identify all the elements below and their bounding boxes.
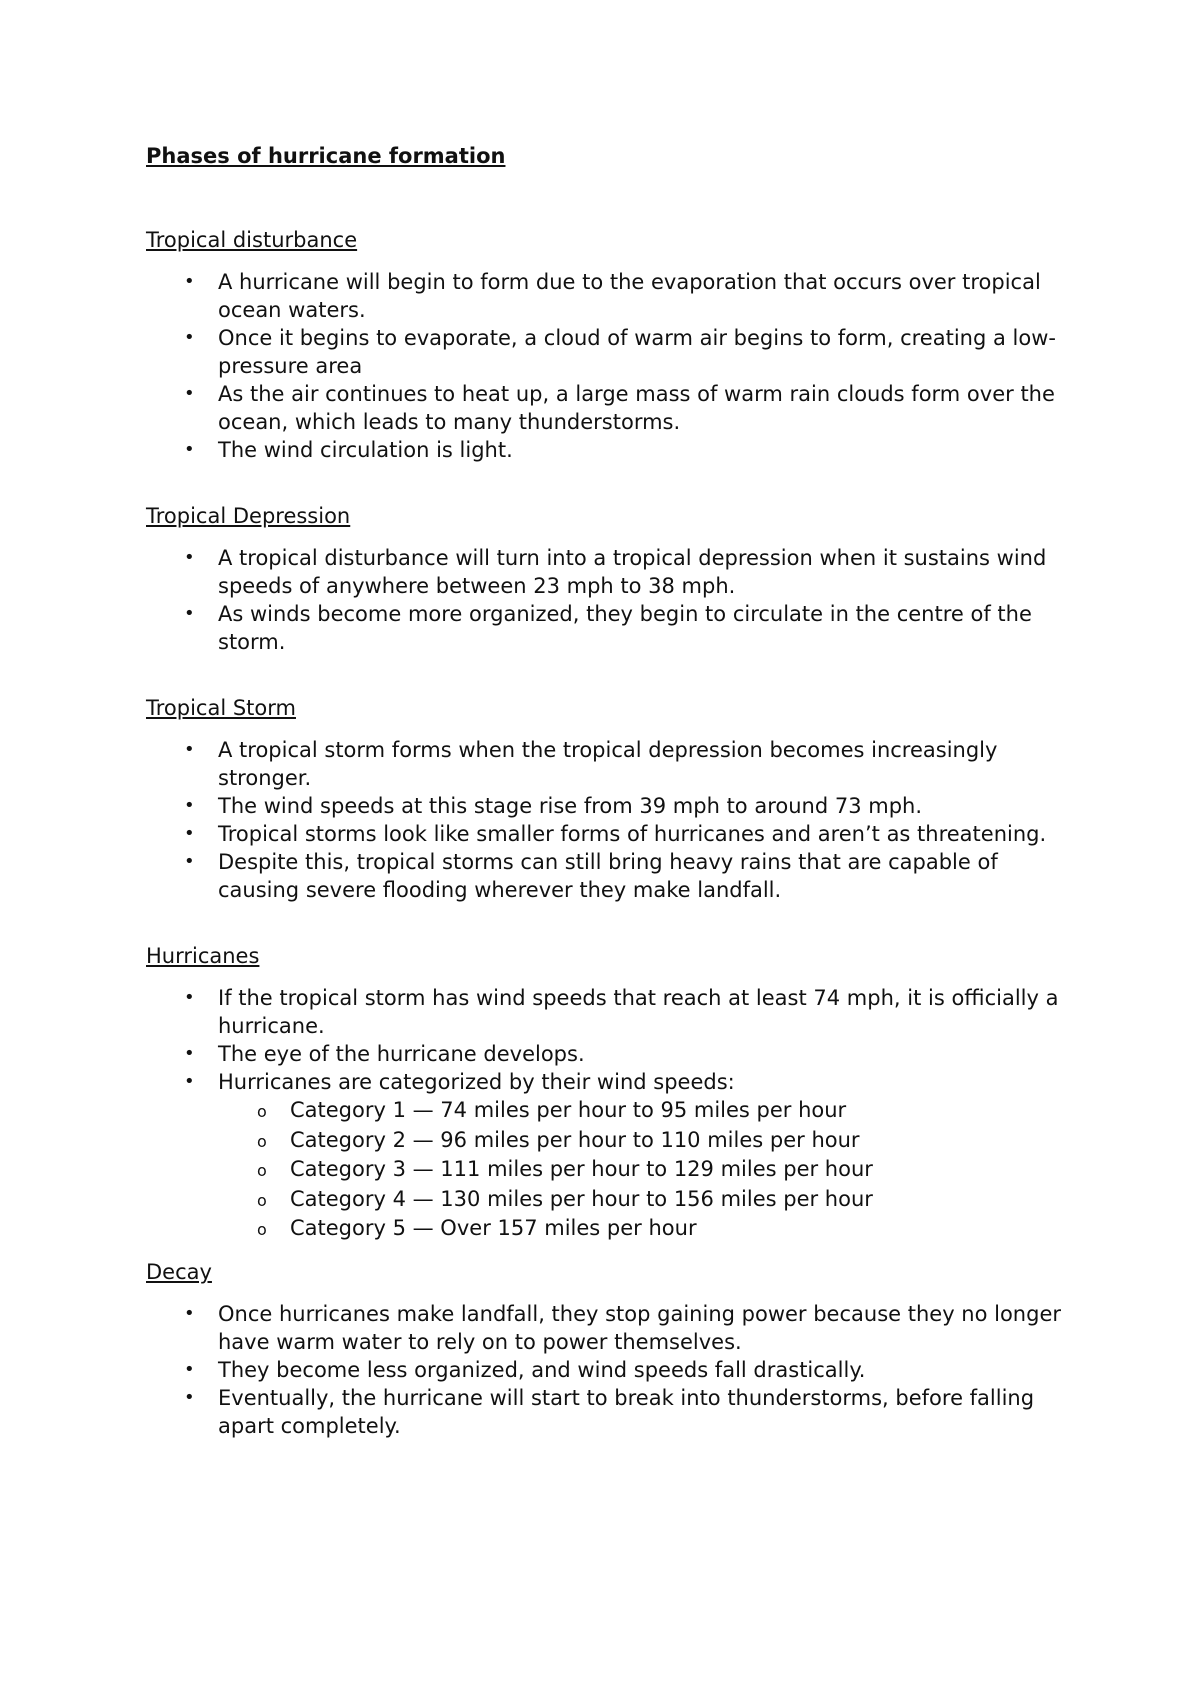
list-item: • Eventually, the hurricane will start to break into thunderstorms, before falling apart completely. (184, 1385, 1035, 1438)
bullet-icon: • (184, 547, 195, 568)
circle-bullet-icon: o (257, 1190, 267, 1210)
circle-bullet-icon: o (257, 1161, 267, 1181)
section-heading: Tropical Depression (146, 504, 351, 528)
list-item: • The wind speeds at this stage rise from 39 mph to around 73 mph. (184, 794, 923, 818)
section-heading: Decay (146, 1259, 212, 1284)
document-page (146, 142, 1076, 1478)
list-item: • Hurricanes are categorized by their wind speeds: o Category 1 — 74 miles per hour to 95 miles per hour o Category 2 — 96 miles per hour to 110 miles per hour o Category 3 — 111 miles per hour to 129 miles per hour o Category 4 — 130 miles per hour to 156 miles per hour o Category 5 — Over 157 miles per hour (146, 1068, 1076, 1244)
bullet-icon: • (184, 1071, 195, 1092)
list-item: • A hurricane will begin to form due to the evaporation that occurs over tropical ocean waters. (184, 270, 1041, 322)
bullet-icon: • (184, 271, 195, 292)
category-item: o Category 2 — 96 miles per hour to 110 miles per hour (218, 1126, 1076, 1156)
category-item: o Category 5 — Over 157 miles per hour (218, 1214, 1076, 1244)
bullet-icon: • (184, 439, 195, 460)
list-item: • Despite this, tropical storms can still bring heavy rains that are capable of causing severe flooding wherever they make landfall. (184, 850, 998, 902)
section-tropical-storm (146, 694, 1076, 904)
section-tropical-disturbance (146, 226, 1076, 464)
bullet-list (146, 544, 1076, 656)
list-item: • Tropical storms look like smaller forms of hurricanes and aren’t as threatening. (184, 822, 1047, 846)
bullet-icon: • (184, 795, 195, 816)
bullet-list (146, 268, 1076, 464)
bullet-icon: • (184, 1386, 195, 1408)
category-item: o Category 1 — 74 miles per hour to 95 miles per hour (218, 1096, 1076, 1126)
list-item: • As the air continues to heat up, a large mass of warm rain clouds form over the ocean, which leads to many thunderstorms. (184, 382, 1055, 434)
list-item: • The wind circulation is light. (184, 438, 513, 462)
bullet-list (146, 984, 1076, 1244)
bullet-icon: • (184, 383, 195, 404)
bullet-icon: • (184, 851, 195, 872)
section-heading: Hurricanes (146, 944, 260, 968)
list-item: • A tropical disturbance will turn into a tropical depression when it sustains wind speeds of anywhere between 23 mph to 38 mph. (184, 546, 1047, 598)
list-item: • As winds become more organized, they begin to circulate in the centre of the storm. (184, 602, 1032, 654)
list-item: • Once it begins to evaporate, a cloud of warm air begins to form, creating a low-pressure area (184, 326, 1056, 378)
circle-bullet-icon: o (257, 1131, 267, 1151)
list-item: • If the tropical storm has wind speeds that reach at least 74 mph, it is officially a hurricane. (184, 986, 1059, 1038)
bullet-icon: • (184, 987, 195, 1008)
list-item: • The eye of the hurricane develops. (184, 1042, 585, 1066)
list-item: • Once hurricanes make landfall, they stop gaining power because they no longer have warm water to rely on to power themselves. (184, 1301, 1062, 1354)
bullet-icon: • (184, 823, 195, 844)
document-title: Phases of hurricane formation (146, 144, 506, 168)
category-item: o Category 4 — 130 miles per hour to 156 miles per hour (218, 1185, 1076, 1215)
bullet-icon: • (184, 739, 195, 760)
section-decay (146, 1258, 1076, 1440)
circle-bullet-icon: o (257, 1102, 267, 1121)
section-heading: Tropical Storm (146, 696, 296, 720)
bullet-list (146, 736, 1076, 904)
bullet-icon: • (184, 1358, 195, 1380)
section-tropical-depression (146, 502, 1076, 656)
circle-bullet-icon: o (257, 1220, 267, 1240)
bullet-icon: • (184, 327, 195, 348)
bullet-icon: • (184, 603, 195, 624)
bullet-icon: • (184, 1043, 195, 1064)
bullet-list (146, 1300, 1076, 1440)
category-item: o Category 3 — 111 miles per hour to 129 miles per hour (218, 1155, 1076, 1185)
bullet-icon: • (184, 1302, 195, 1324)
category-list (218, 1096, 1076, 1244)
section-hurricanes (146, 942, 1076, 1244)
list-item: • A tropical storm forms when the tropical depression becomes increasingly stronger. (184, 738, 998, 790)
section-heading: Tropical disturbance (146, 228, 358, 252)
list-item: • They become less organized, and wind speeds fall drastically. (184, 1357, 866, 1382)
